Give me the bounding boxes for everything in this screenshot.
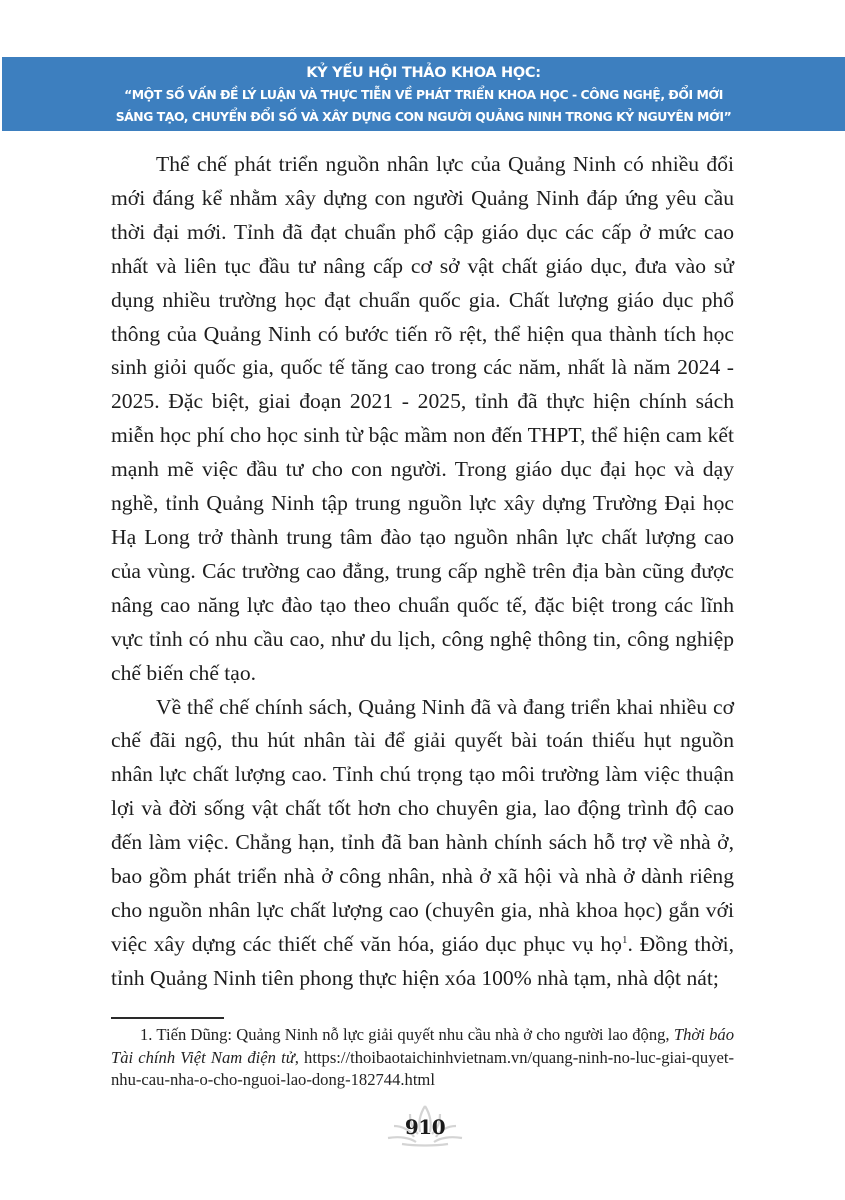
footnote-url[interactable]: , https://thoibaotaichinhvietnam.vn/quang-ninh-no-luc-giai-quyet-nhu-cau-nha-o-cho-nguoi-lao-dong-182744.html <box>111 1047 734 1089</box>
header-banner <box>2 57 845 131</box>
proceedings-title: KỶ YẾU HỘI THẢO KHOA HỌC: <box>306 65 541 81</box>
footnote-source: Thời báo Tài chính Việt Nam điện tử <box>111 1025 735 1067</box>
footnote-number: 1. <box>140 1025 153 1044</box>
paragraph: Thể chế phát triển nguồn nhân lực của Quảng Ninh có nhiều đổi mới đáng kể nhằm xây dựng con người Quảng Ninh đáp ứng yêu cầu thời đại mới. Tỉnh đã đạt chuẩn phổ cập giáo dục các cấp ở mức cao nhất và liên tục đầu tư nâng cấp cơ sở vật chất giáo dục, đưa vào sử dụng nhiều trường học đạt chuẩn quốc gia. Chất lượng giáo dục phổ thông của Quảng Ninh có bước tiến rõ rệt, thể hiện qua thành tích học sinh giỏi quốc gia, quốc tế tăng cao trong các năm, nhất là năm 2024 - 2025. Đặc biệt, giai đoạn 2021 - 2025, tỉnh đã thực hiện chính sách miễn học phí cho học sinh từ bậc mầm non đến THPT, thể hiện cam kết mạnh mẽ việc đầu tư cho con người. Trong giáo dục đại học và dạy nghề, tỉnh Quảng Ninh tập trung nguồn lực xây dựng Trường Đại học Hạ Long trở thành trung tâm đào tạo nguồn nhân lực chất lượng cao của vùng. Các trường cao đẳng, trung cấp nghề trên địa bàn cũng được nâng cao năng lực đào tạo theo chuẩn quốc tế, đặc biệt trong các lĩnh vực tỉnh có nhu cầu cao, như du lịch, công nghệ thông tin, công nghiệp chế biến chế tạo. <box>111 152 734 685</box>
page-number: 910 <box>404 1115 446 1139</box>
body-text <box>111 148 734 996</box>
conference-subtitle-line-1: “MỘT SỐ VẤN ĐỀ LÝ LUẬN VÀ THỰC TIỄN VỀ PHÁT TRIỂN KHOA HỌC - CÔNG NGHỆ, ĐỔI MỚI <box>124 87 723 102</box>
conference-subtitle-line-2: SÁNG TẠO, CHUYỂN ĐỔI SỐ VÀ XÂY DỰNG CON NGƯỜI QUẢNG NINH TRONG KỶ NGUYÊN MỚI” <box>115 109 732 124</box>
footnote <box>111 1024 734 1092</box>
footnote-reference[interactable]: 1 <box>621 933 628 946</box>
paragraph <box>111 691 734 996</box>
page-footer <box>380 1100 470 1150</box>
paragraph-text: . Đồng thời, tỉnh Quảng Ninh tiên phong thực hiện xóa 100% nhà tạm, nhà dột nát; <box>111 931 735 990</box>
paragraph-text: Về thể chế chính sách, Quảng Ninh đã và đang triển khai nhiều cơ chế đãi ngộ, thu hút nhân tài để giải quyết bài toán thiếu hụt nguồn nhân lực chất lượng cao. Tỉnh chú trọng tạo môi trường làm việc thuận lợi và đời sống vật chất tốt hơn cho chuyên gia, lao động trình độ cao đến làm việc. Chẳng hạn, tỉnh đã ban hành chính sách hỗ trợ về nhà ở, bao gồm phát triển nhà ở công nhân, nhà ở xã hội và nhà ở dành riêng cho nguồn nhân lực chất lượng cao (chuyên gia, nhà khoa học) gắn với việc xây dựng các thiết chế văn hóa, giáo dục phục vụ họ <box>111 694 734 956</box>
footnote-author-title: Tiến Dũng: Quảng Ninh nỗ lực giải quyết nhu cầu nhà ở cho người lao động, <box>156 1025 670 1044</box>
footnote-separator <box>111 1017 224 1019</box>
